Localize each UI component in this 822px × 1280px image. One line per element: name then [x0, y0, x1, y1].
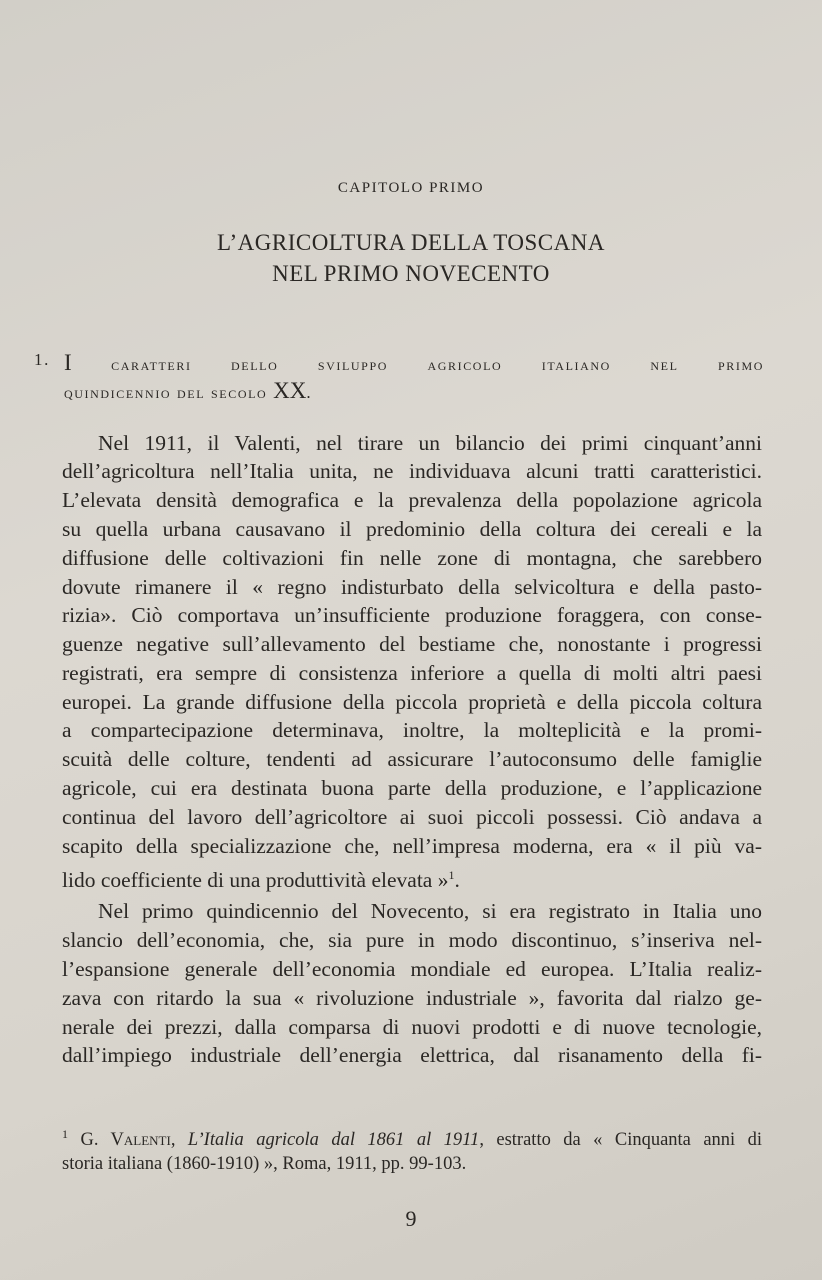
body-line-text: diffusione delle coltivazioni fin nelle zone di montagna, che sarebbero — [62, 546, 762, 570]
body-line — [62, 716, 762, 744]
footnote-line-1 — [62, 1127, 762, 1151]
section-heading-text: quindicennio del secolo — [64, 383, 268, 402]
footnote-work: L’Italia agricola dal 1861 al 1911 — [187, 1130, 480, 1151]
body-line-text: L’elevata densità demografica e la prevalenza della popolazione agricola — [62, 488, 762, 512]
footnote-marker: 1 — [62, 1127, 68, 1141]
body-line-text: dall’impiego industriale dell’energia elettrica, dal risanamento della fi- — [62, 1043, 762, 1067]
body-line — [62, 659, 762, 687]
section-heading-line-1 — [34, 350, 764, 376]
body-line: lido coefficiente di una produttività elevata »$^1$. — [62, 868, 460, 893]
section-heading-text: caratteri dello sviluppo agricolo italiano nel primo — [111, 355, 764, 374]
body-line — [62, 457, 762, 485]
body-line-text: dovute rimanere il « regno indisturbato della selvicoltura e della pasto- — [62, 575, 762, 599]
body-line — [98, 429, 762, 457]
footnote-author: G. Valenti, — [80, 1130, 176, 1151]
body-line — [62, 515, 762, 543]
section-roman: XX — [273, 378, 307, 403]
body-line — [62, 745, 762, 773]
body-line-text: registrati, era sempre di consistenza inferiore a quella di molti altri paesi — [62, 661, 762, 685]
body-line — [62, 601, 762, 629]
body-line-text: su quella urbana causavano il predominio della coltura dei cereali e la — [62, 517, 762, 541]
body-line-text: slancio dell’economia, che, sia pure in modo discontinuo, s’inseriva nel- — [62, 928, 762, 952]
body-line-text: lido coefficiente di una produttività elevata » — [62, 868, 449, 893]
body-line — [62, 688, 762, 716]
page-number: 9 — [405, 1206, 417, 1231]
body-line-text: Nel primo quindicennio del Novecento, si era registrato in Italia uno — [98, 899, 762, 923]
chapter-label: CAPITOLO PRIMO — [337, 180, 485, 196]
section-period: . — [306, 383, 313, 402]
body-line-text: nerale dei prezzi, dalla comparsa di nuovi prodotti e di nuove tecnologie, — [62, 1015, 762, 1039]
footnote-reference[interactable]: 1 — [448, 868, 455, 882]
section-initial: I — [64, 350, 72, 375]
section-number: 1. — [34, 350, 50, 369]
body-line-text: rizia». Ciò comportava un’insufficiente produzione foraggera, con conse- — [62, 603, 762, 627]
body-line-text: Nel 1911, il Valenti, nel tirare un bilancio dei primi cinquant’anni — [98, 431, 762, 455]
body-line — [62, 774, 762, 802]
body-line-text: a compartecipazione determinava, inoltre, la molteplicità e la promi- — [62, 718, 762, 742]
body-line-text: dell’agricoltura nell’Italia unita, ne individuava alcuni tratti caratteristici. — [62, 459, 762, 483]
body-line-text: scapito della specializzazione che, nell’impresa moderna, era « il più va- — [62, 834, 762, 858]
body-line-text: scuità delle colture, tendenti ad assicurare l’autoconsumo delle famiglie — [62, 747, 762, 771]
body-line — [62, 1013, 762, 1041]
body-line-text: l’espansione generale dell’economia mondiale ed europea. L’Italia realiz- — [62, 957, 762, 981]
body-line — [62, 630, 762, 658]
body-line — [62, 544, 762, 572]
chapter-title-line-1: L’AGRICOLTURA DELLA TOSCANA — [217, 230, 605, 255]
body-line — [62, 803, 762, 831]
body-line-text: zava con ritardo la sua « rivoluzione industriale », favorita dal rialzo ge- — [62, 986, 762, 1010]
section-heading-line-2 — [64, 378, 764, 404]
body-line — [62, 573, 762, 601]
body-line-text: europei. La grande diffusione della piccola proprietà e della piccola coltura — [62, 690, 762, 714]
chapter-title-line-2: NEL PRIMO NOVECENTO — [272, 261, 550, 286]
body-line — [62, 1041, 762, 1069]
body-line-text: agricole, cui era destinata buona parte della produzione, e l’applicazione — [62, 776, 762, 800]
body-line — [62, 926, 762, 954]
body-line — [62, 984, 762, 1012]
body-line — [62, 955, 762, 983]
body-line — [98, 897, 762, 925]
body-line — [62, 486, 762, 514]
footnote-line-2: storia italiana (1860-1910) », Roma, 1911, pp. 99-103. — [62, 1154, 467, 1174]
body-line-text: guenze negative sull’allevamento del bestiame che, nonostante i progressi — [62, 632, 762, 656]
body-line-text: continua del lavoro dell’agricoltore ai suoi piccoli possessi. Ciò andava a — [62, 805, 762, 829]
body-line — [62, 832, 762, 860]
footnote-text: , estratto da « Cinquanta anni di — [479, 1130, 763, 1151]
